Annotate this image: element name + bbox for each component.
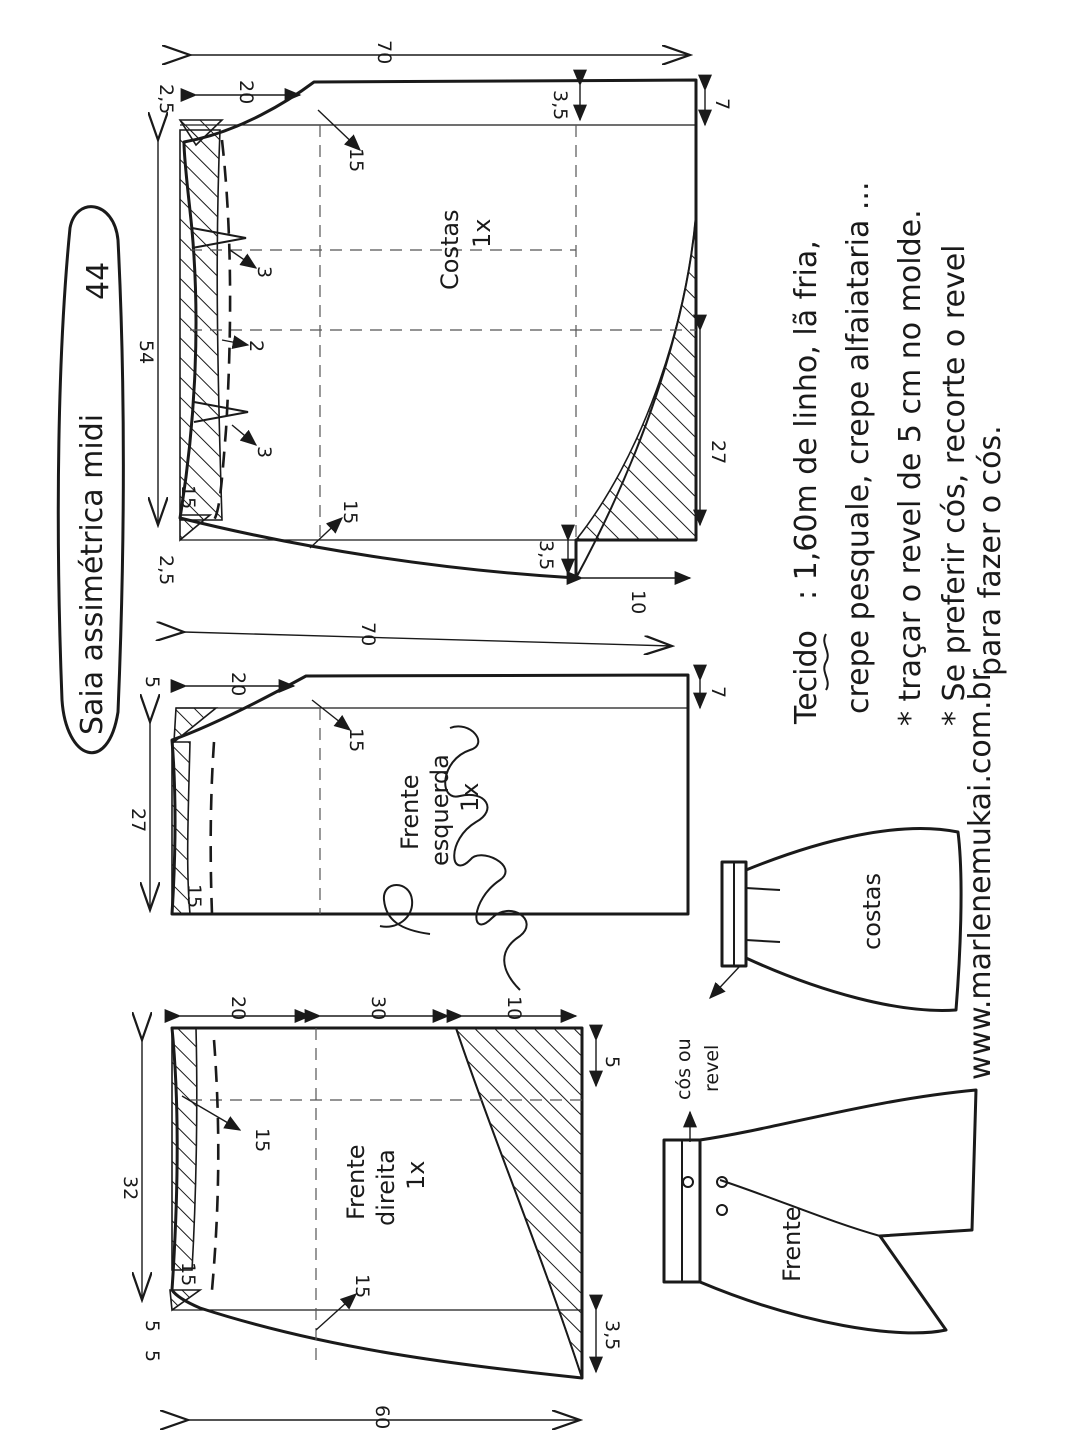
back-sketch-skirt: [722, 828, 961, 1010]
back-piece-name: Costas: [436, 209, 464, 290]
fabric-underline: [824, 634, 827, 690]
back-curve-top-label: 15: [345, 148, 367, 173]
front-sketch-button-3: [717, 1205, 727, 1215]
front-right-hip-label: 15: [177, 1262, 199, 1287]
front-right-curve-label: 15: [351, 1274, 373, 1299]
note-cos: * Se preferir cós, recorte o revel: [937, 244, 972, 726]
back-curve-bottom-label: 15: [339, 500, 361, 525]
waistband-label-2: revel: [701, 1044, 723, 1092]
back-waist-label: 54: [135, 340, 157, 365]
front-right-name: Frente: [342, 1144, 370, 1220]
back-step-label: 7: [711, 98, 733, 111]
front-sketch-skirt: [664, 1090, 976, 1333]
front-left-name: Frente: [396, 774, 424, 850]
back-sketch-label: costas: [858, 872, 886, 950]
back-side-right-label: 2,5: [155, 555, 177, 586]
front-right-qty: 1x: [402, 1160, 430, 1190]
front-right-step-label: 5: [601, 1056, 623, 1069]
note-cos-2: para fazer o cós.: [973, 425, 1008, 676]
back-hem-ext-label: 10: [627, 590, 649, 615]
back-curve-bottom-arrow: [310, 518, 342, 548]
front-sketch-button-1: [683, 1177, 693, 1187]
back-side-left-label: 2,5: [155, 84, 177, 115]
front-left-side-label: 5: [141, 676, 163, 689]
back-sketch-dart1: [746, 888, 780, 890]
front-left-curve-arrow: [312, 700, 350, 730]
front-right-seg2-label: 30: [367, 996, 389, 1021]
front-left-curve-label: 15: [345, 728, 367, 753]
front-left-hip-label: 15: [183, 884, 205, 909]
back-dart2-label: 3: [253, 446, 275, 459]
front-left-facing-line: [211, 742, 214, 914]
front-right-hem-up-label: 3,5: [601, 1320, 623, 1351]
back-hatch-right: [576, 215, 696, 540]
back-hip-label: 15: [177, 485, 199, 510]
front-left-qty: 1x: [456, 782, 484, 812]
front-left-waist-label: 27: [127, 808, 149, 833]
back-hem-up-left-label: 3,5: [535, 540, 557, 571]
website-url[interactable]: www.marlenemukai.com.br: [963, 669, 998, 1080]
pattern-title: Saia assimétrica midi: [75, 413, 110, 735]
fabric-label: Tecido: [789, 630, 824, 724]
front-left-length-dim: [184, 632, 672, 646]
fabric-amount: : 1,60m de linho, lã fria,: [789, 240, 824, 600]
front-right-curve-arrow: [316, 1294, 356, 1330]
notes-block: [789, 182, 1008, 727]
back-curve-top-arrow: [318, 110, 360, 150]
back-piece-qty: 1x: [468, 218, 496, 248]
back-length-label: 70: [373, 40, 395, 65]
note-revel: * traçar o revel de 5 cm no molde.: [893, 209, 928, 726]
front-sketch: [664, 1038, 976, 1333]
front-left-name2: esquerda: [426, 754, 454, 866]
front-right-facing-line: [212, 1040, 218, 1290]
back-dart-mid-label: 2: [245, 340, 267, 353]
front-left-piece: [127, 622, 729, 914]
front-left-length-label: 70: [357, 622, 379, 647]
back-top-hem-label: 20: [235, 80, 257, 105]
front-right-name2: direita: [372, 1149, 400, 1226]
front-right-side-top-label: 5: [141, 1320, 163, 1333]
front-right-seg1-label: 20: [227, 996, 249, 1021]
title-block: [58, 207, 123, 753]
front-right-dart-label: 15: [251, 1128, 273, 1153]
back-dart-mid-arrow: [222, 340, 248, 345]
front-sketch-label: Frente: [778, 1206, 806, 1282]
front-right-waist-label: 32: [119, 1176, 141, 1201]
front-right-length-label: 60: [371, 1405, 393, 1430]
back-sketch: [710, 828, 961, 1010]
back-dart1-arrow: [230, 250, 256, 268]
back-sketch-pointer: [710, 966, 740, 998]
back-dart1-label: 3: [253, 266, 275, 279]
back-dart2-arrow: [232, 425, 256, 445]
back-sketch-dart2: [746, 940, 780, 942]
back-hem-up-label: 3,5: [549, 90, 571, 121]
waistband-label: cós ou: [673, 1038, 695, 1100]
front-left-step-label: 7: [707, 686, 729, 699]
pattern-size: 44: [81, 261, 116, 300]
back-bottom-hem-label: 27: [707, 440, 729, 465]
fabric-line2: crepe pesquale, crepe alfaiataria ...: [841, 181, 876, 714]
front-right-side-bottom-label: 5: [141, 1350, 163, 1363]
front-right-piece: [119, 996, 623, 1429]
front-left-top-hem-label: 20: [227, 672, 249, 697]
back-piece: [135, 40, 733, 614]
front-right-seg3-label: 10: [503, 996, 525, 1021]
